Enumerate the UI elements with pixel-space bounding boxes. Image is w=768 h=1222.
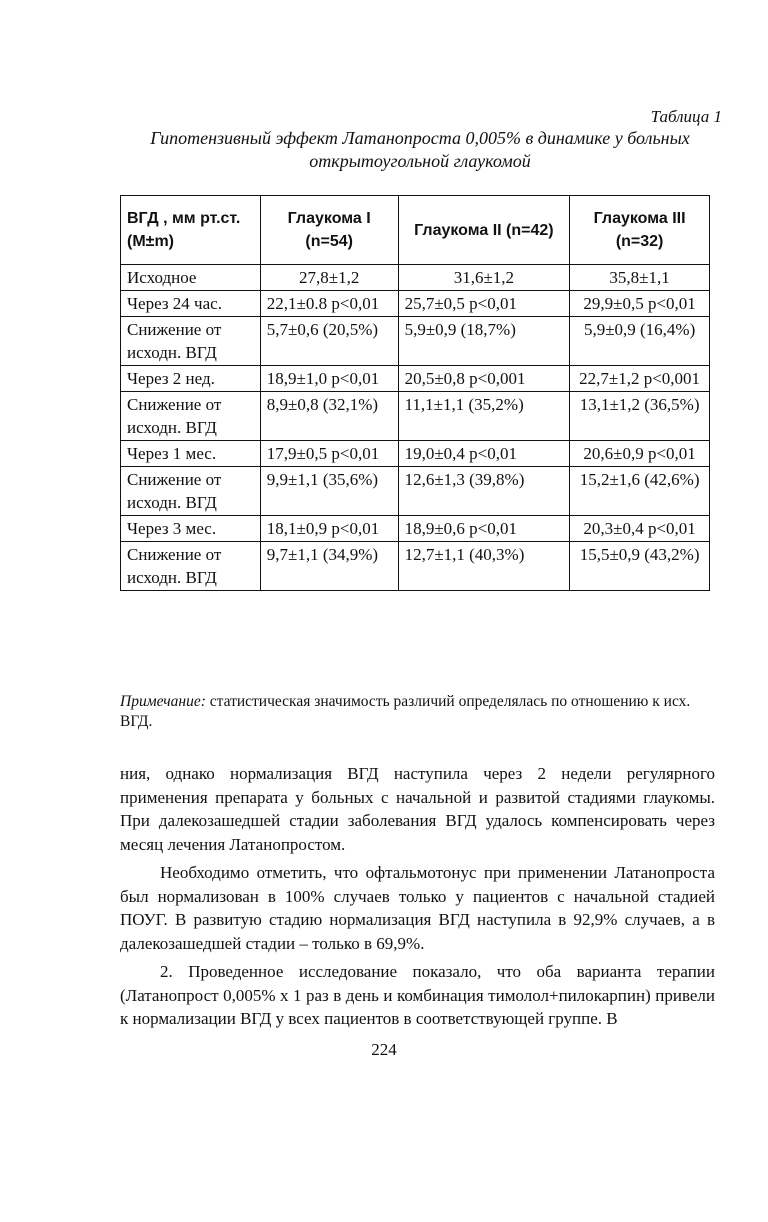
page-number: 224	[371, 1040, 397, 1059]
table-cell: 12,6±1,3 (39,8%)	[398, 467, 570, 516]
table-row	[121, 441, 710, 467]
row-label: Через 1 мес.	[121, 441, 261, 467]
table-cell: 5,9±0,9 (16,4%)	[570, 317, 710, 366]
table-cell: 20,6±0,9 p<0,01	[570, 441, 710, 467]
table-cell: 5,7±0,6 (20,5%)	[260, 317, 398, 366]
header-cell: ВГД , мм рт.ст. (M±m)	[121, 196, 261, 265]
paragraph: 2. Проведенное исследование показало, что оба варианта терапии (Латанопрост 0,005% x 1 раз в день и комбинация тимолол+пилокарпин) привели к нормализации ВГД у всех пациентов в соответствующей группе. В	[120, 962, 715, 1028]
table-row	[121, 467, 710, 516]
row-label: Снижение от исходн. ВГД	[121, 317, 261, 366]
note-text: статистическая значимость различий определялась по отношению к исх. ВГД.	[120, 693, 691, 730]
paragraph: ния, однако нормализация ВГД наступила через 2 недели регулярного применения препарата у больных с начальной и развитой стадиями глаукомы. При далекозашедшей стадии заболевания ВГД удалось компенсировать через месяц лечения Латанопростом.	[120, 764, 715, 854]
table-cell: 17,9±0,5 p<0,01	[260, 441, 398, 467]
table-row	[121, 317, 710, 366]
table-row	[121, 265, 710, 291]
table-note	[120, 692, 715, 732]
table-cell: 19,0±0,4 p<0,01	[398, 441, 570, 467]
row-label: Снижение от исходн. ВГД	[121, 467, 261, 516]
table-cell: 22,7±1,2 p<0,001	[570, 366, 710, 392]
table-cell: 22,1±0.8 p<0,01	[260, 291, 398, 317]
table-cell: 27,8±1,2	[260, 265, 398, 291]
row-label: Через 24 час.	[121, 291, 261, 317]
table-number: Таблица 1	[650, 107, 722, 126]
table-cell: 35,8±1,1	[570, 265, 710, 291]
table-cell: 18,9±1,0 p<0,01	[260, 366, 398, 392]
body-text	[120, 762, 715, 1036]
row-label: Через 2 нед.	[121, 366, 261, 392]
table-cell: 29,9±0,5 p<0,01	[570, 291, 710, 317]
table-cell: 5,9±0,9 (18,7%)	[398, 317, 570, 366]
table-row	[121, 516, 710, 542]
table-cell: 12,7±1,1 (40,3%)	[398, 542, 570, 591]
note-lead: Примечание:	[120, 693, 206, 710]
table-row	[121, 291, 710, 317]
table-cell: 9,9±1,1 (35,6%)	[260, 467, 398, 516]
table-row	[121, 366, 710, 392]
row-label: Снижение от исходн. ВГД	[121, 392, 261, 441]
header-cell: Глаукома II (n=42)	[398, 196, 570, 265]
table-cell: 15,2±1,6 (42,6%)	[570, 467, 710, 516]
table-cell: 8,9±0,8 (32,1%)	[260, 392, 398, 441]
table-header-row	[121, 196, 710, 265]
row-label: Через 3 мес.	[121, 516, 261, 542]
paragraph: Необходимо отметить, что офтальмотонус при применении Латанопроста был нормализован в 100% случаев только у пациентов с начальной стадией ПОУГ. В развитую стадию нормализация ВГД наступила в 92,9% случаев, а в далекозашедшей стадии – только в 69,9%.	[120, 863, 715, 953]
header-cell: Глаукома III (n=32)	[570, 196, 710, 265]
table-cell: 11,1±1,1 (35,2%)	[398, 392, 570, 441]
row-label: Снижение от исходн. ВГД	[121, 542, 261, 591]
table-row	[121, 542, 710, 591]
header-cell: Глаукома I (n=54)	[260, 196, 398, 265]
results-table	[120, 195, 710, 591]
table-cell: 15,5±0,9 (43,2%)	[570, 542, 710, 591]
table-cell: 31,6±1,2	[398, 265, 570, 291]
table-cell: 18,9±0,6 p<0,01	[398, 516, 570, 542]
table-caption: Гипотензивный эффект Латанопроста 0,005% в динамике у больных открытоугольной глаукомой	[150, 128, 690, 171]
table-cell: 20,5±0,8 p<0,001	[398, 366, 570, 392]
table-cell: 18,1±0,9 p<0,01	[260, 516, 398, 542]
table-cell: 20,3±0,4 p<0,01	[570, 516, 710, 542]
row-label: Исходное	[121, 265, 261, 291]
table-cell: 9,7±1,1 (34,9%)	[260, 542, 398, 591]
table-cell: 25,7±0,5 p<0,01	[398, 291, 570, 317]
table-row	[121, 392, 710, 441]
table-cell: 13,1±1,2 (36,5%)	[570, 392, 710, 441]
